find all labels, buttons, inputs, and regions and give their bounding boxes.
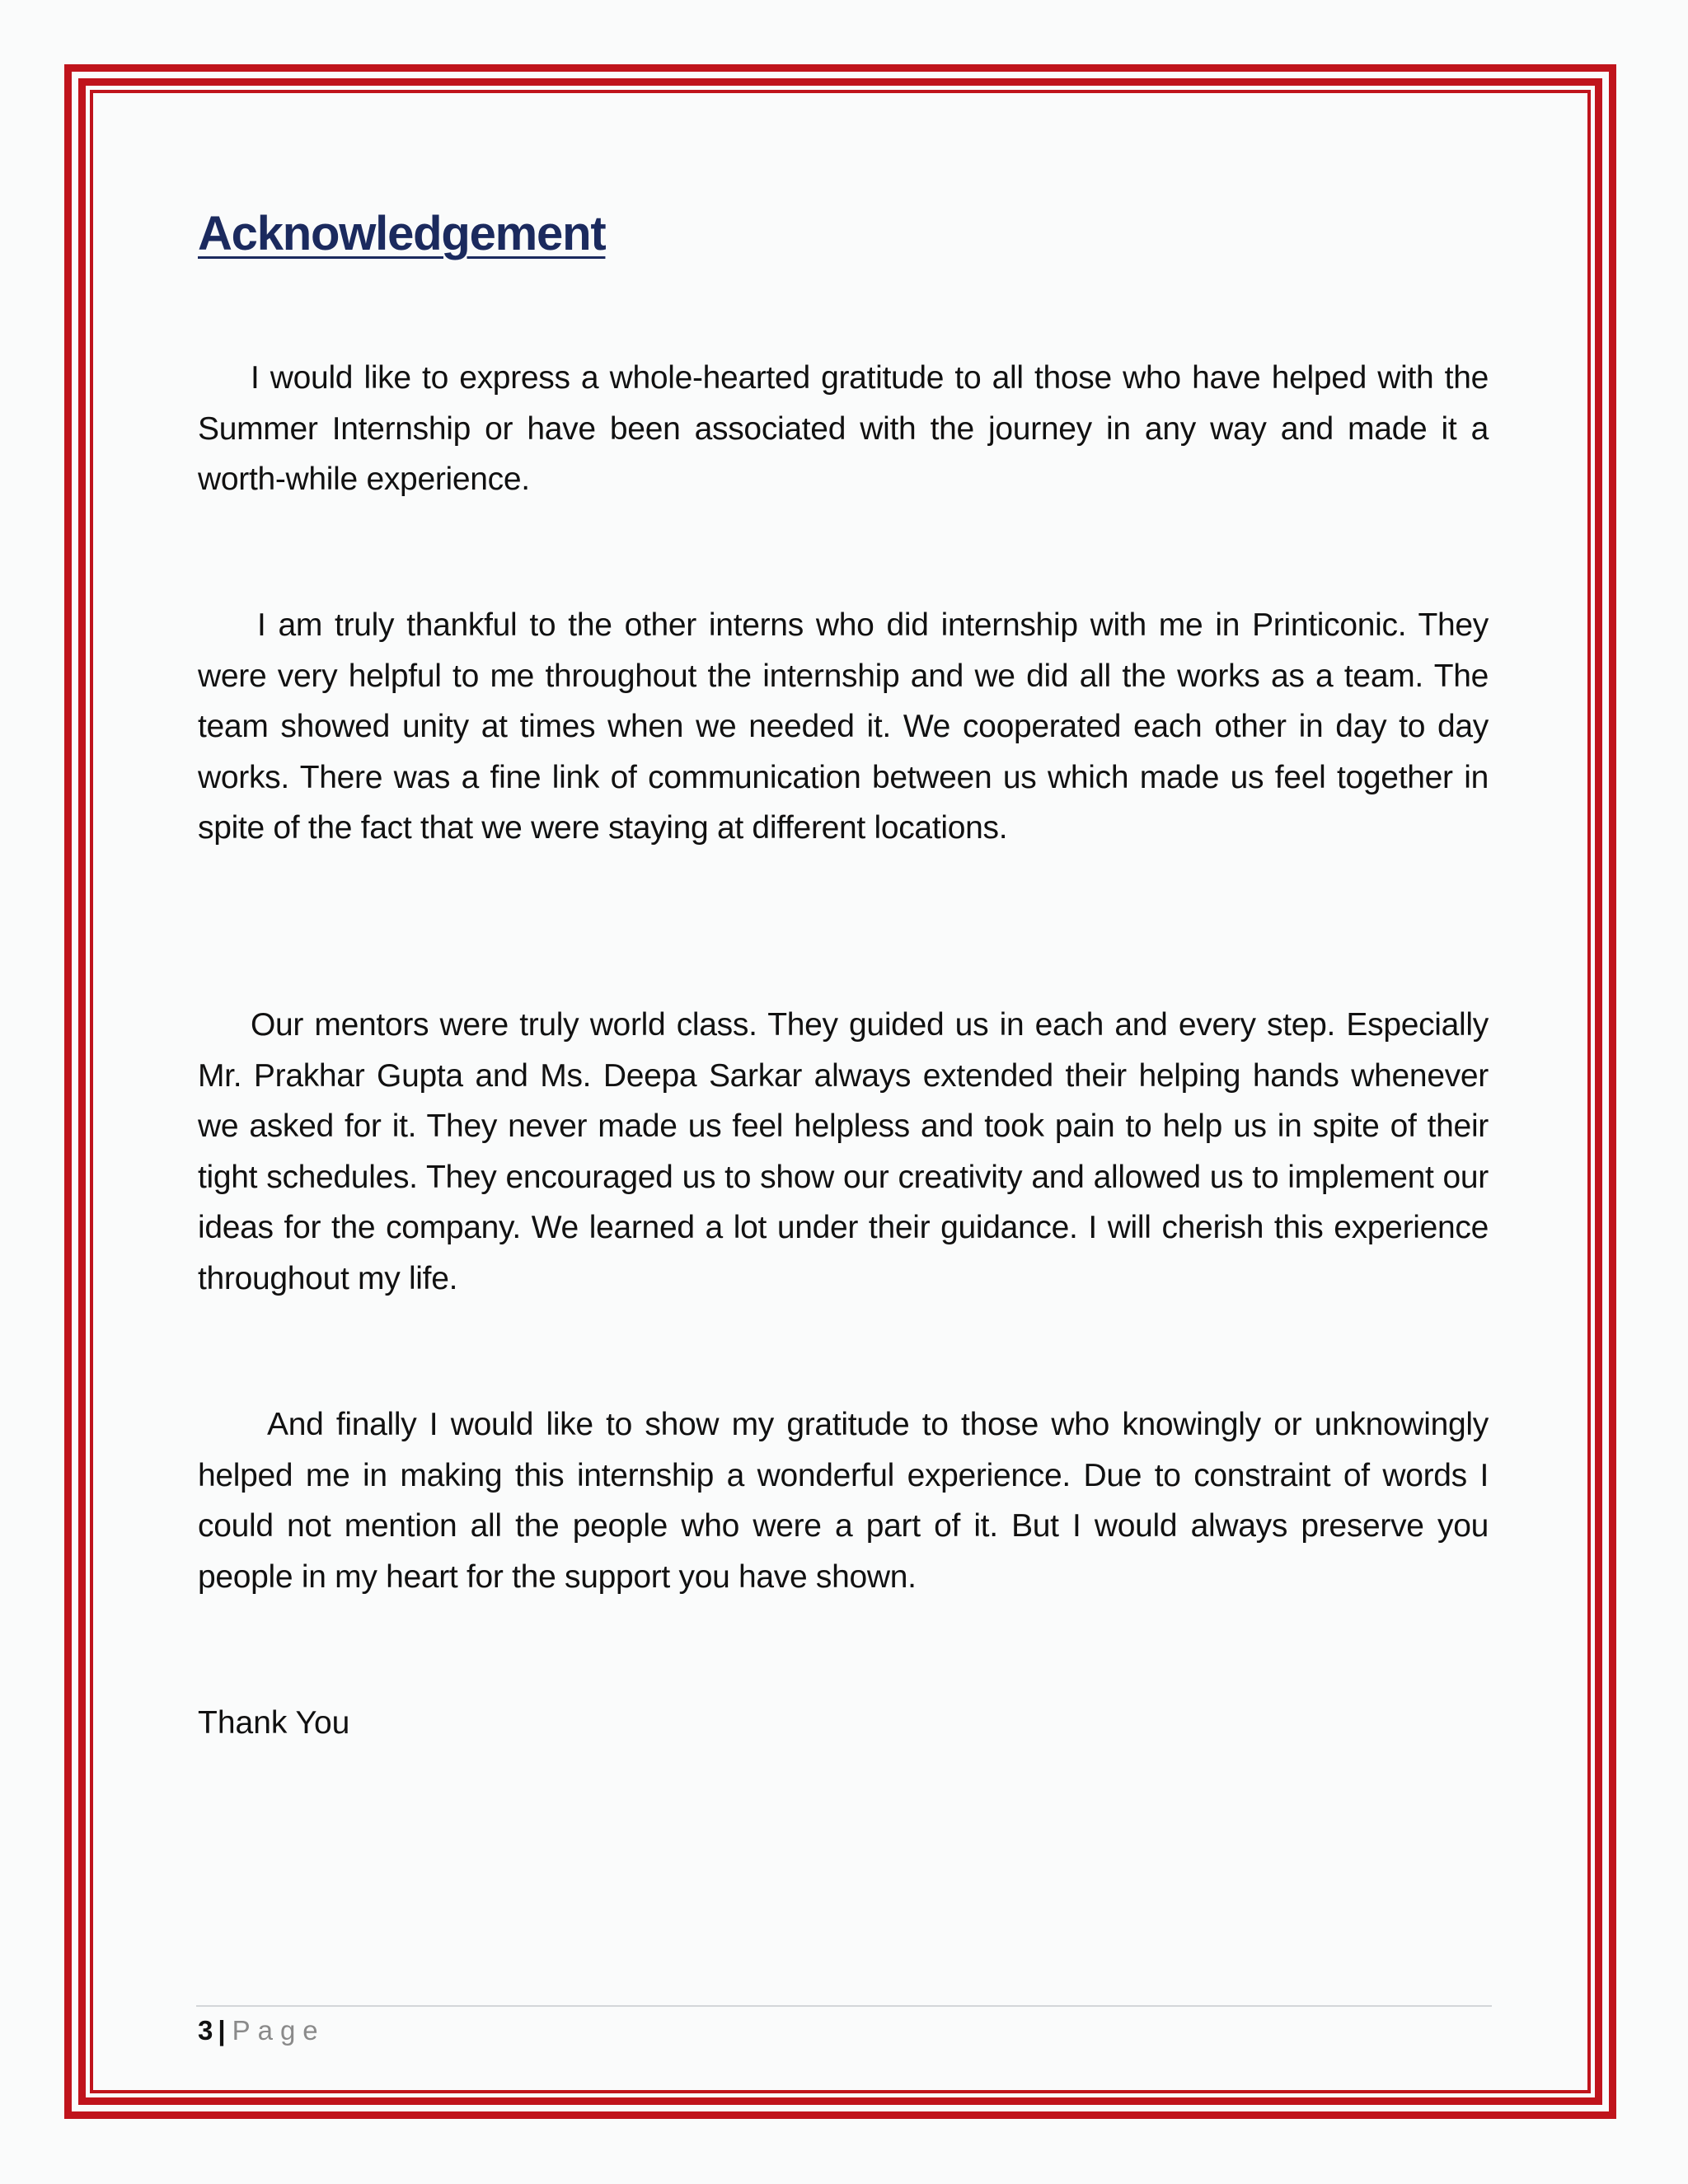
page-footer [198,2011,326,2050]
document-body [198,198,1489,1741]
paragraph-2: I am truly thankful to the other interns who did internship with me in Printiconic. They were very helpful to me throughout the internship and we did all the works as a team. The team showed unity at times when we needed it. We cooperated each other in day to day works. There was a fine link of communication between us which made us feel together in spite of the fact that we were staying at different locations. [198,607,1489,846]
paragraph-3: Our mentors were truly world class. They guided us in each and every step. Especially Mr. Prakhar Gupta and Ms. Deepa Sarkar always extended their helping hands whenever we asked for it. They never made us feel helpless and took pain to help us in spite of their tight schedules. They encouraged us to show our creativity and allowed us to implement our ideas for the company. We learned a lot under their guidance. I will cherish this experience throughout my life. [198,1007,1489,1296]
page-label: Page [232,2015,326,2046]
paragraph-1: I would like to express a whole-hearted gratitude to all those who have helped with the Summer Internship or have been associated with the journey in any way and made it a worth-while experience. [198,360,1489,497]
page-number: 3 [198,2015,213,2046]
closing-text: Thank You [198,1705,350,1741]
paragraph-4: And finally I would like to show my gratitude to those who knowingly or unknowingly helped me in making this internship a wonderful experience. Due to constraint of words I could not mention all the people who were a part of it. But I would always preserve you people in my heart for the support you have shown. [198,1407,1489,1595]
footer-divider [196,2005,1492,2007]
footer-separator: | [218,2015,226,2046]
page-title: Acknowledgement [198,207,606,260]
